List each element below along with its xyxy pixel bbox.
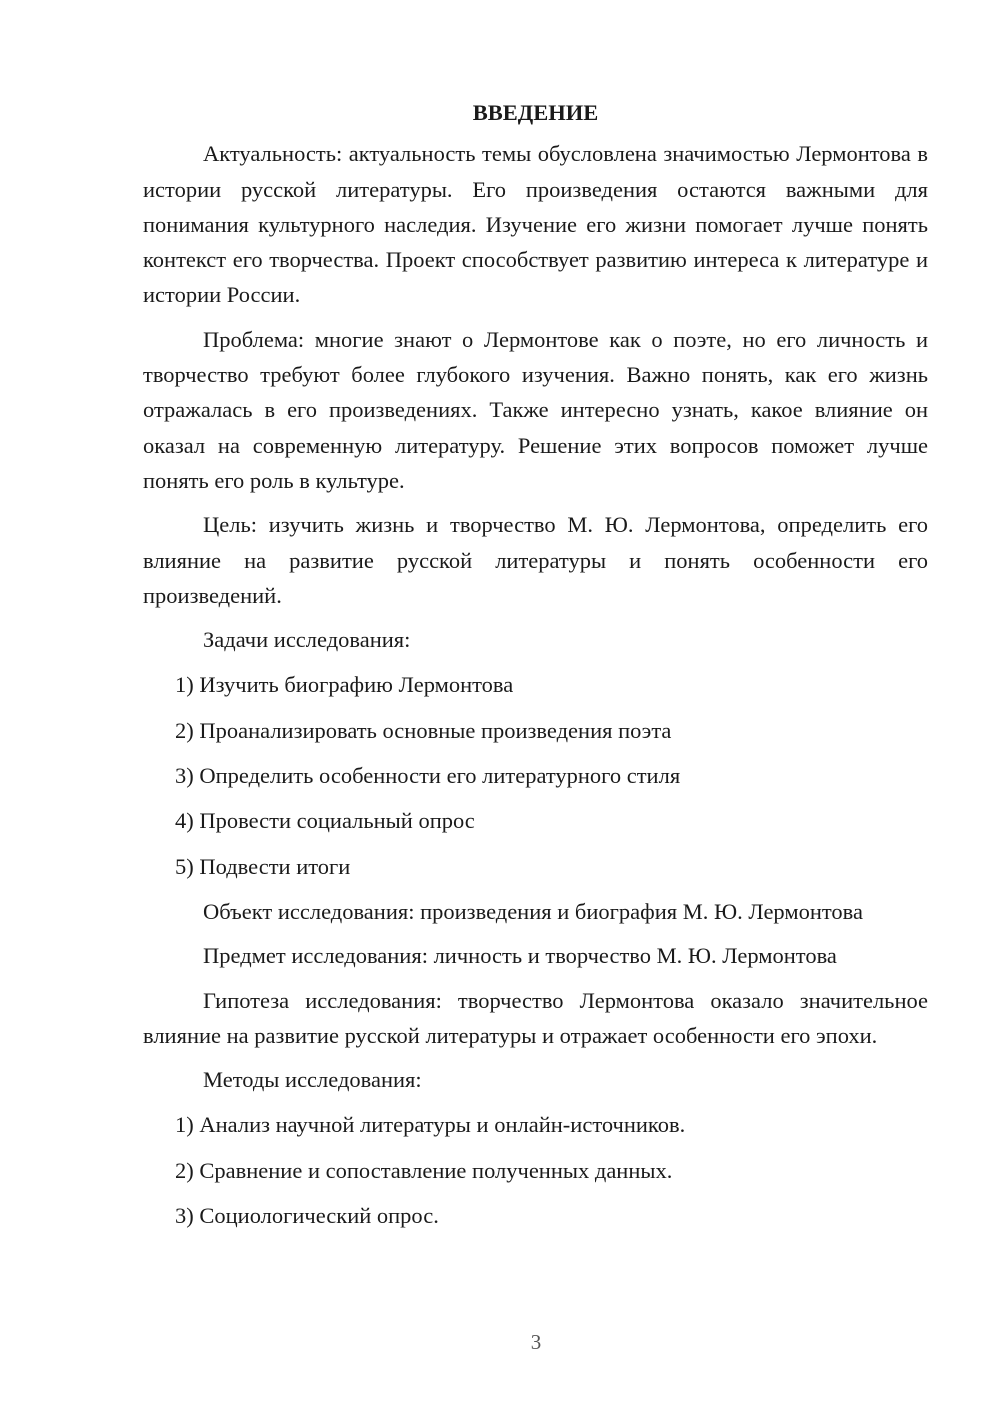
method-item: 3) Социологический опрос. [175, 1203, 439, 1229]
task-item: 3) Определить особенности его литературного стиля [175, 763, 681, 789]
task-item: 2) Проанализировать основные произведения поэта [175, 717, 672, 743]
task-item: 1) Изучить биографию Лермонтова [175, 672, 514, 698]
object-paragraph: Объект исследования: произведения и биография М. Ю. Лермонтова [203, 898, 863, 924]
task-item: 4) Провести социальный опрос [175, 808, 475, 834]
goal-paragraph: Цель: изучить жизнь и творчество М. Ю. Лермонтова, определить его влияние на развитие русской литературы и понять особенности его произведений. [143, 512, 928, 608]
page-title: ВВЕДЕНИЕ [472, 100, 599, 125]
tasks-title: Задачи исследования: [203, 627, 411, 653]
method-item: 2) Сравнение и сопоставление полученных данных. [175, 1157, 673, 1183]
task-item: 5) Подвести итоги [175, 853, 351, 879]
subject-paragraph: Предмет исследования: личность и творчество М. Ю. Лермонтова [203, 943, 837, 969]
method-item: 1) Анализ научной литературы и онлайн-источников. [175, 1112, 686, 1138]
document-page [143, 95, 928, 1243]
problem-paragraph: Проблема: многие знают о Лермонтове как о поэте, но его личность и творчество требуют более глубокого изучения. Важно понять, как его жизнь отражалась в его произведениях. Также интересно узнать, какое влияние он оказал на современную литературу. Решение этих вопросов поможет лучше понять его роль в культуре. [143, 326, 928, 493]
hypothesis-paragraph: Гипотеза исследования: творчество Лермонтова оказало значительное влияние на развитие русской литературы и отражает особенности его эпохи. [143, 987, 928, 1048]
relevance-paragraph: Актуальность: актуальность темы обусловлена значимостью Лермонтова в истории русской литературы. Его произведения остаются важными для понимания культурного наследия. Изучение его жизни помогает лучше понять контекст его творчества. Проект способствует развитию интереса к литературе и истории России. [143, 141, 928, 308]
methods-title: Методы исследования: [203, 1067, 422, 1093]
page-number: 3 [530, 1330, 542, 1354]
